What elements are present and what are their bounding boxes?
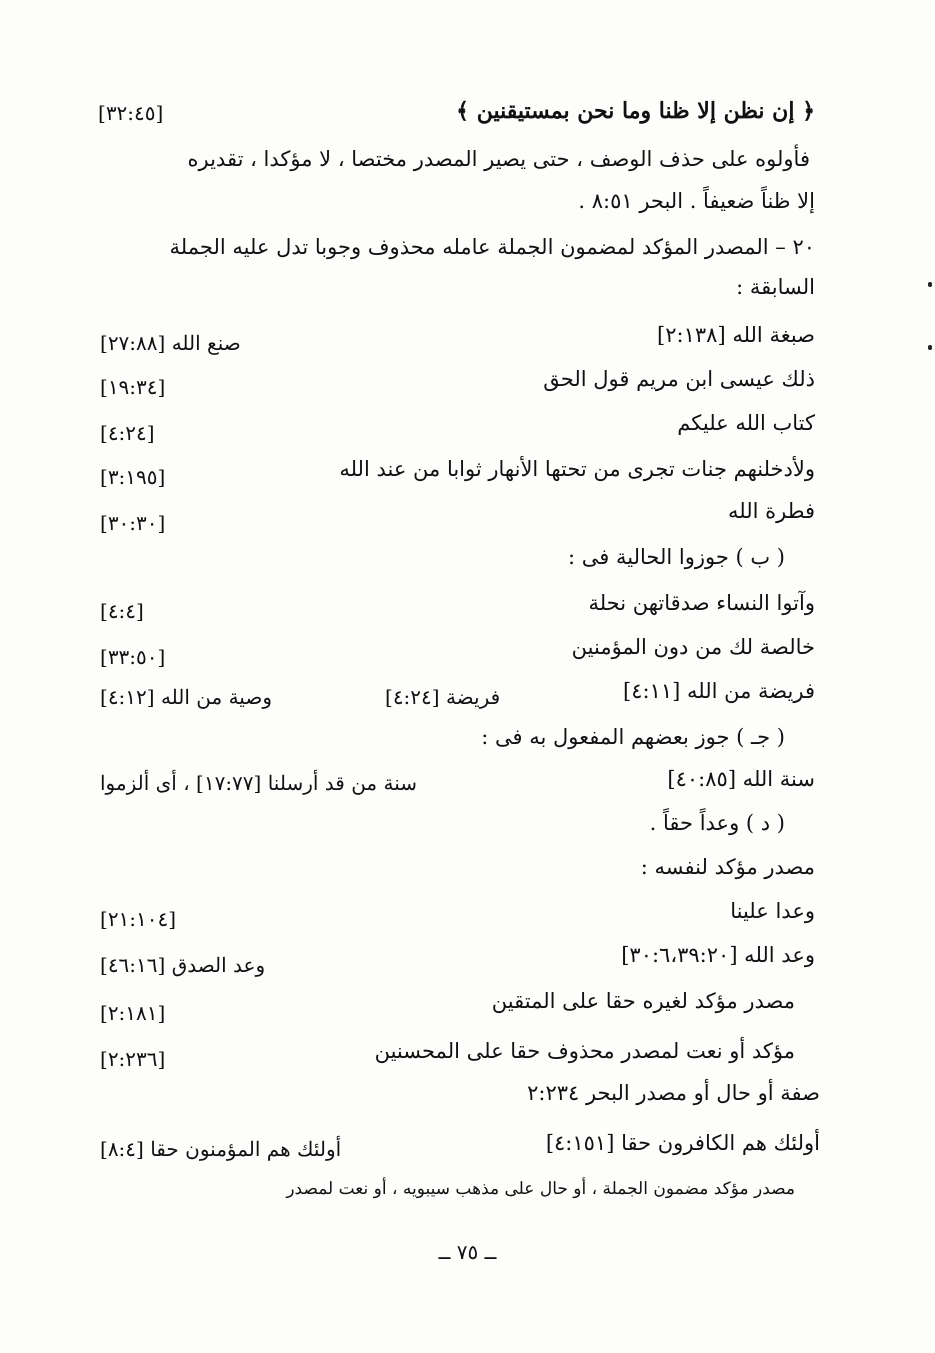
verse-reference: [٢١:١٠٤] [100,907,177,931]
example-secondary: سنة من قد أرسلنا [١٧:٧٧] ، أى ألزموا [100,771,418,795]
paragraph-line: فأولوه على حذف الوصف ، حتى يصير المصدر مختصا ، لا مؤكدا ، تقديره [187,147,810,171]
subsection-heading: ( ب ) جوزوا الحالية فى : [568,545,785,569]
verse-heading: ﴿ إن نظن إلا ظنا وما نحن بمستيقنين ﴾ [456,98,815,124]
example-line: وعدا علينا [730,899,815,923]
example-tertiary: وصية من الله [٤:١٢] [100,685,272,709]
example-line: فطرة الله [728,499,815,523]
example-line: وآتوا النساء صدقاتهن نحلة [588,591,815,615]
subsection-heading: ( جـ ) جوز بعضهم المفعول به فى : [481,725,785,749]
verse-reference: [٣٠:٣٠] [100,511,166,535]
example-line: ولأدخلنهم جنات تجرى من تحتها الأنهار ثوابا من عند الله [339,457,815,481]
subsection-heading: ( د ) وعداً حقاً . [649,811,785,835]
paragraph-line: مصدر مؤكد لنفسه : [640,855,815,879]
example-line: كتاب الله عليكم [677,411,815,435]
example-line: أولئك هم الكافرون حقا [٤:١٥١] [545,1131,820,1155]
paragraph-line: مصدر مؤكد مضمون الجملة ، أو حال على مذهب سيبويه ، أو نعت لمصدر [286,1179,795,1199]
scan-mark [928,345,932,350]
example-line: فريضة من الله [٤:١١] [623,679,815,703]
example-secondary: فريضة [٤:٢٤] [385,685,501,709]
example-secondary: وعد الصدق [٤٦:١٦] [100,953,266,977]
page-number: ــ ٧٥ ــ [438,1240,497,1264]
paragraph-line: السابقة : [736,275,815,299]
verse-reference: [١٩:٣٤] [100,375,166,399]
example-line: مصدر مؤكد لغيره حقا على المتقين [491,989,795,1013]
verse-reference: [٣٢:٤٥] [98,101,164,125]
example-line: خالصة لك من دون المؤمنين [571,635,815,659]
section-heading: ٢٠ – المصدر المؤكد لمضمون الجملة عامله محذوف وجوبا تدل عليه الجملة [169,235,815,259]
scan-mark [928,282,932,287]
example-line: صفة أو حال أو مصدر البحر ٢:٢٣٤ [527,1081,820,1105]
example-line: سنة الله [٤٠:٨٥] [667,767,815,791]
verse-reference: [٢:٢٣٦] [100,1047,166,1071]
verse-reference: [٤:٤] [100,599,144,623]
example-secondary: صنع الله [٢٧:٨٨] [100,331,241,355]
example-line: مؤكد أو نعت لمصدر محذوف حقا على المحسنين [374,1039,795,1063]
verse-reference: [٣:١٩٥] [100,465,166,489]
example-line: وعد الله [٣٠:٦،٣٩:٢٠] [621,943,815,967]
paragraph-line: إلا ظناً ضعيفاً . البحر ٨:٥١ . [578,189,815,213]
example-secondary: أولئك هم المؤمنون حقا [٨:٤] [100,1137,342,1161]
verse-reference: [٤:٢٤] [100,421,155,445]
verse-reference: [٢:١٨١] [100,1001,166,1025]
example-line: ذلك عيسى ابن مريم قول الحق [543,367,815,391]
example-line: صبغة الله [٢:١٣٨] [657,323,815,347]
verse-reference: [٣٣:٥٠] [100,645,166,669]
